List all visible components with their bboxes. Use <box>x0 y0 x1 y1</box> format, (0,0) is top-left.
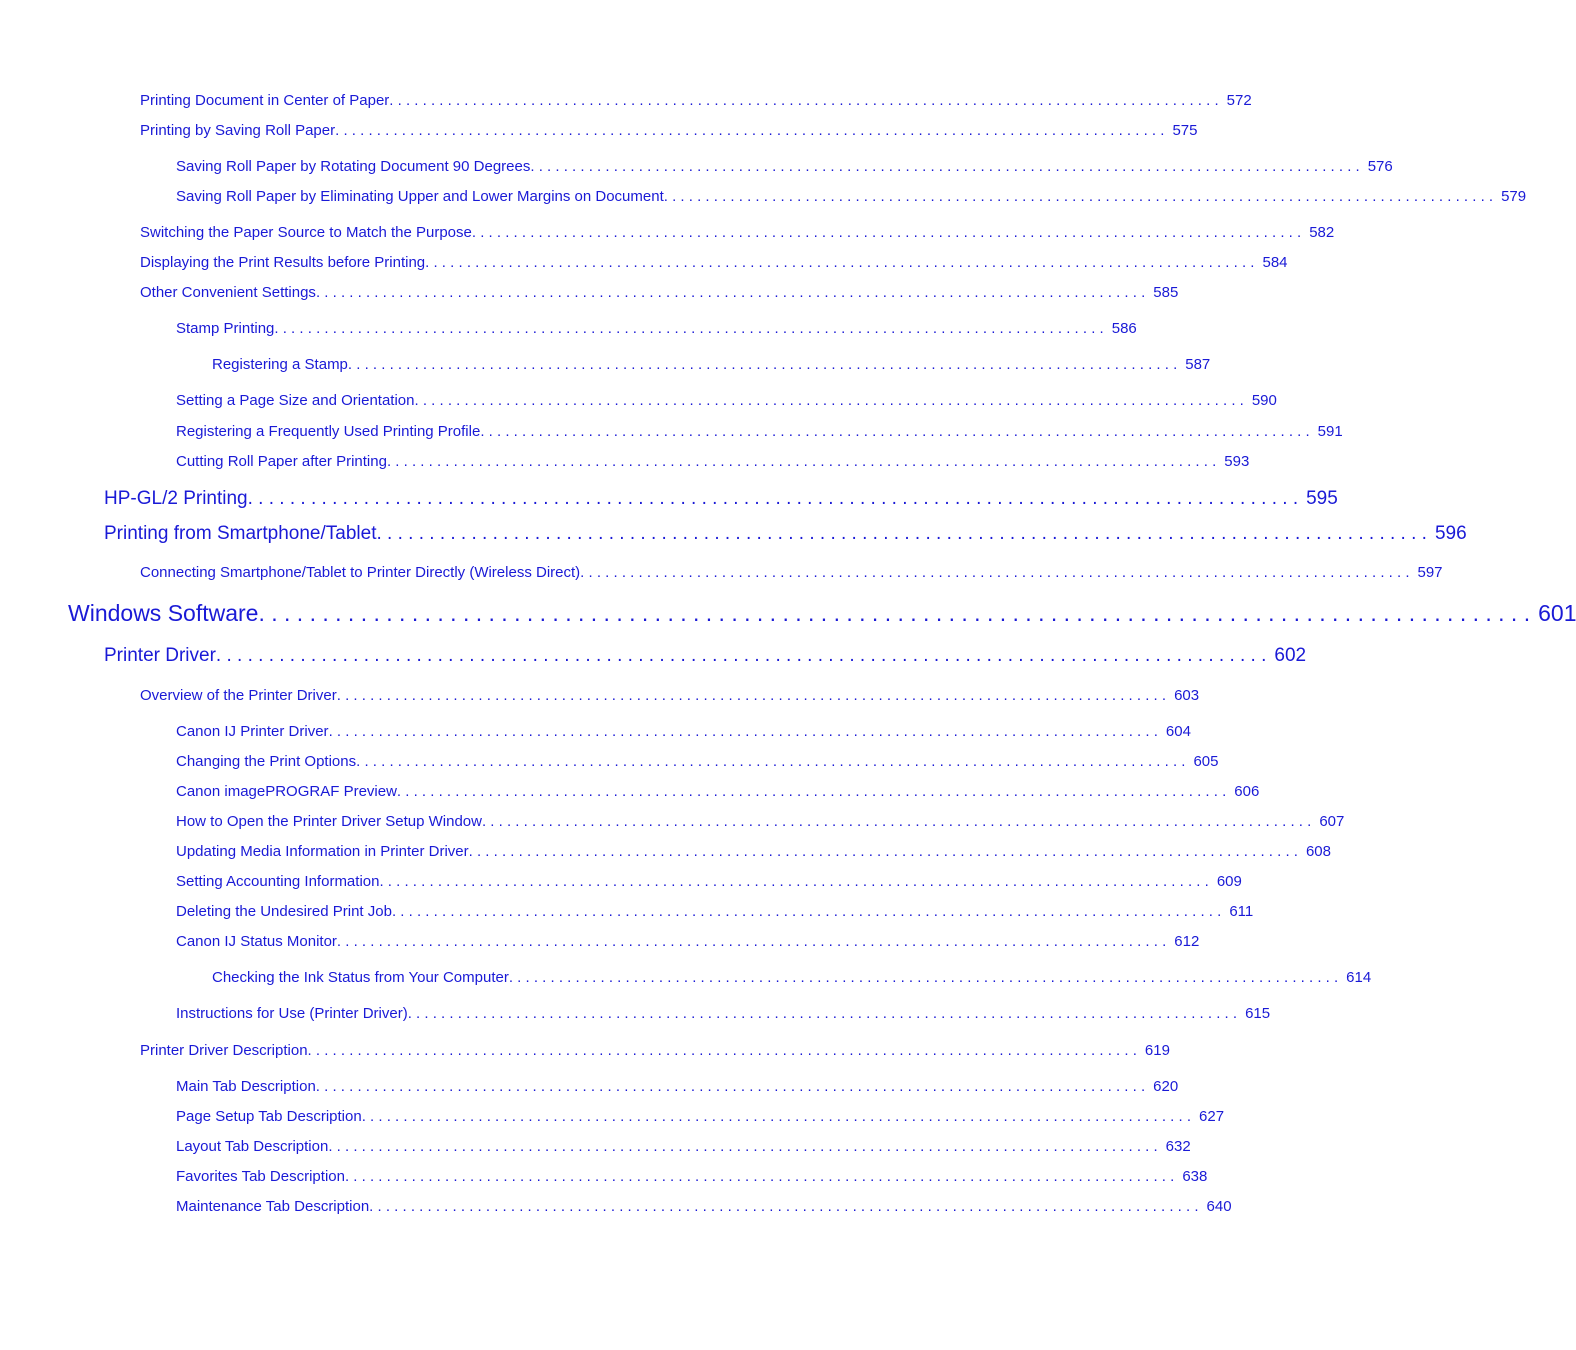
toc-entry-page: 604 <box>1165 723 1191 740</box>
dot-leader: . . . . . . . . . . . . . . . . . . . . . . . . . . . . . . . . . . . . . . . . . . . . . . . . . . . . . . . . . . . . . . . . . . . . . . . . . . . . . . . . . . . . . . . . . . . . . . . . . . . . <box>315 284 1146 301</box>
dot-leader: . . . . . . . . . . . . . . . . . . . . . . . . . . . . . . . . . . . . . . . . . . . . . . . . . . . . . . . . . . . . . . . . . . . . . . . . . . . . . . . . . . . . . . . . . . . . . . . . . . . . <box>369 1198 1199 1215</box>
dot-leader: . . . . . . . . . . . . . . . . . . . . . . . . . . . . . . . . . . . . . . . . . . . . . . . . . . . . . . . . . . . . . . . . . . . . . . . . . . . . . . . . . . . . . . . . . . . . . . . . . . . . <box>580 564 1410 581</box>
toc-entry-title: Registering a Stamp <box>212 356 348 373</box>
toc-entry-page: 601 <box>1538 600 1576 626</box>
toc-entry-page: 602 <box>1274 645 1307 666</box>
toc-entry-page: 575 <box>1172 122 1198 139</box>
toc-entry-page: 596 <box>1434 523 1467 544</box>
toc-entry-title: Setting a Page Size and Orientation <box>176 392 415 409</box>
dot-leader: . . . . . . . . . . . . . . . . . . . . . . . . . . . . . . . . . . . . . . . . . . . . . . . . . . . . . . . . . . . . . . . . . . . . . . . . . . . . . . . . . . . . . . . . . . . . . . . . . . . . <box>407 1005 1238 1022</box>
toc-entry-windows-software[interactable] <box>68 600 1576 628</box>
toc-entry-page: 614 <box>1346 969 1372 986</box>
dot-leader: . . . . . . . . . . . . . . . . . . . . . . . . . . . . . . . . . . . . . . . . . . . . . . . . . . . . . . . . . . . . . . . . . . . . . . . . . . . . . . . . . . . . . . . . . . . . . . . . . . . . <box>344 1168 1175 1185</box>
toc-entry-changing-print-options[interactable] <box>176 753 1219 773</box>
dot-leader: . . . . . . . . . . . . . . . . . . . . . . . . . . . . . . . . . . . . . . . . . . . . . . . . . . . . . . . . . . . . . . . . . . . . . . . . . . . . . . . . . . . . . . . . . . . . . . . . . . . . <box>307 1042 1137 1059</box>
toc-entry-canon-ij-printer-driver[interactable] <box>176 723 1191 743</box>
toc-entry-page: 582 <box>1309 224 1335 241</box>
toc-entry-imageprograf-preview[interactable] <box>176 783 1260 803</box>
toc-entry-page: 579 <box>1501 188 1527 205</box>
toc-entry-page: 603 <box>1174 687 1200 704</box>
toc-entry-open-setup-window[interactable] <box>176 813 1345 833</box>
toc-entry-title: Overview of the Printer Driver <box>140 687 337 704</box>
dot-leader: . . . . . . . . . . . . . . . . . . . . . . . . . . . . . . . . . . . . . . . . . . . . . . . . . . . . . . . . . . . . . . . . . . . . . . . . . . . . . . . . . . . . . . . . . . . . . . . . . . . . <box>335 122 1165 139</box>
toc-entry-title: Favorites Tab Description <box>176 1168 345 1185</box>
toc-entry-page: 576 <box>1367 158 1393 175</box>
dot-leader: . . . . . . . . . . . . . . . . . . . . . . . . . . . . . . . . . . . . . . . . . . . . . . . . . . . . . . . . . . . . . . . . . . . . . . . . . . . . . . . . . . . . . . . . . . . . . . . . . . . . <box>328 723 1158 740</box>
dot-leader: . . . . . . . . . . . . . . . . . . . . . . . . . . . . . . . . . . . . . . . . . . . . . . . . . . . . . . . . . . . . . . . . . . . . . . . . . . . . . . . . . . . . . . . . . . . . . . . . . . . . <box>480 423 1310 440</box>
toc-entry-wireless-direct[interactable] <box>140 564 1443 584</box>
toc-entry-title: Saving Roll Paper by Rotating Document 90 Degrees <box>176 158 531 175</box>
toc-entry-page: 615 <box>1245 1005 1271 1022</box>
toc-entry-layout-tab[interactable] <box>176 1138 1191 1158</box>
toc-entry-page: 605 <box>1193 753 1219 770</box>
toc-entry-registering-stamp[interactable] <box>212 356 1211 376</box>
toc-entry-title: How to Open the Printer Driver Setup Window <box>176 813 482 830</box>
dot-leader: . . . . . . . . . . . . . . . . . . . . . . . . . . . . . . . . . . . . . . . . . . . . . . . . . . . . . . . . . . . . . . . . . . . . . . . . . . . . . . . . . . . . . . . . . . . . . . . . . . . . <box>414 392 1244 409</box>
dot-leader: . . . . . . . . . . . . . . . . . . . . . . . . . . . . . . . . . . . . . . . . . . . . . . . . . . . . . . . . . . . . . . . . . . . . . . . . . . . . . . . . . . . . . . . . . . . . . . . . . . . . <box>356 753 1186 770</box>
toc-entry-page: 586 <box>1111 320 1137 337</box>
toc-entry-page: 612 <box>1174 933 1200 950</box>
dot-leader: . . . . . . . . . . . . . . . . . . . . . . . . . . . . . . . . . . . . . . . . . . . . . . . . . . . . . . . . . . . . . . . . . . . . . . . . . . . . . . . . . . . . . . . . . . . . . . . . . . . . <box>336 933 1167 950</box>
toc-entry-saving-roll-paper[interactable] <box>140 122 1198 142</box>
toc-entry-deleting-print-job[interactable] <box>176 903 1254 923</box>
toc-entry-eliminating-margins[interactable] <box>176 188 1527 208</box>
dot-leader: . . . . . . . . . . . . . . . . . . . . . . . . . . . . . . . . . . . . . . . . . . . . . . . . . . . . . . . . . . . . . . . . . . . . . . . . . . . . . . . . . . . . . . . . . . . . . . . . . . . . <box>481 813 1312 830</box>
toc-entry-favorites-tab[interactable] <box>176 1168 1208 1188</box>
toc-entry-page: 609 <box>1216 873 1242 890</box>
toc-entry-maintenance-tab[interactable] <box>176 1198 1232 1218</box>
dot-leader: . . . . . . . . . . . . . . . . . . . . . . . . . . . . . . . . . . . . . . . . . . . . . . . . . . . . . . . . . . . . . . . . . . . . . . . . . . . . . . . . . . . . . . . . . . . . . . . . . . . . <box>347 356 1178 373</box>
toc-entry-title: Setting Accounting Information <box>176 873 380 890</box>
toc-entry-page: 640 <box>1206 1198 1232 1215</box>
dot-leader: . . . . . . . . . . . . . . . . . . . . . . . . . . . . . . . . . . . . . . . . . . . . . . . . . . . . . . . . . . . . . . . . . . . . . . . . . . . . . . . . . . . . . . . . . . . . . . . . . . . . <box>315 1078 1146 1095</box>
dot-leader: . . . . . . . . . . . . . . . . . . . . . . . . . . . . . . . . . . . . . . . . . . . . . . . . . . . . . . . . . . . . . . . . . . . . . . . . . . . . . . . . . . . . . . . . . . . . . . . . . . . . <box>471 224 1302 241</box>
toc-entry-cutting-roll-paper[interactable] <box>176 453 1250 473</box>
toc-entry-printer-driver[interactable] <box>104 645 1307 669</box>
toc-entry-page: 585 <box>1153 284 1179 301</box>
toc-entry-printing-from-smartphone[interactable] <box>104 523 1467 547</box>
toc-entry-page: 627 <box>1199 1108 1225 1125</box>
toc-entry-page: 608 <box>1305 843 1331 860</box>
toc-entry-printing-document-center[interactable] <box>140 92 1252 112</box>
toc-entry-page-setup-tab[interactable] <box>176 1108 1225 1128</box>
toc-entry-title: Printing by Saving Roll Paper <box>140 122 336 139</box>
toc-entry-title: Canon IJ Printer Driver <box>176 723 329 740</box>
toc-entry-page: 638 <box>1182 1168 1208 1185</box>
toc-entry-page: 595 <box>1306 488 1338 509</box>
dot-leader: . . . . . . . . . . . . . . . . . . . . . . . . . . . . . . . . . . . . . . . . . . . . . . . . . . . . . . . . . . . . . . . . . . . . . . . . . . . . . . . . . . . . . . . . . . . . . . . . . . . . <box>530 158 1360 175</box>
toc-entry-page: 591 <box>1317 423 1343 440</box>
toc-entry-page: 587 <box>1185 356 1211 373</box>
toc-entry-page: 620 <box>1153 1078 1179 1095</box>
toc-entry-title: HP-GL/2 Printing <box>104 488 248 509</box>
toc-entry-title: Saving Roll Paper by Eliminating Upper and Lower Margins on Document <box>176 188 664 205</box>
toc-entry-main-tab[interactable] <box>176 1078 1179 1098</box>
toc-entry-title: Canon IJ Status Monitor <box>176 933 337 950</box>
dot-leader: . . . . . . . . . . . . . . . . . . . . . . . . . . . . . . . . . . . . . . . . . . . . . . . . . . . . . . . . . . . . . . . . . . . . . . . . . . . . . . . . . . . . . . . . . . . . . . . . . . . . <box>274 320 1104 337</box>
toc-entry-title: Instructions for Use (Printer Driver) <box>176 1005 408 1022</box>
toc-entry-title: Updating Media Information in Printer Driver <box>176 843 469 860</box>
toc-entry-title: Other Convenient Settings <box>140 284 316 301</box>
toc-entry-title: Layout Tab Description <box>176 1138 329 1155</box>
dot-leader: . . . . . . . . . . . . . . . . . . . . . . . . . . . . . . . . . . . . . . . . . . . . . . . . . . . . . . . . . . . . . . . . . . . . . . . . . . . . . . . . . . . . . . . . . . . . . . . . . . . . <box>389 92 1219 109</box>
dot-leader: . . . . . . . . . . . . . . . . . . . . . . . . . . . . . . . . . . . . . . . . . . . . . . . . . . . . . . . . . . . . . . . . . . . . . . . . . . . . . . . . . . . . . . . . . . . . . . . . . . . . <box>215 645 1267 666</box>
dot-leader: . . . . . . . . . . . . . . . . . . . . . . . . . . . . . . . . . . . . . . . . . . . . . . . . . . . . . . . . . . . . . . . . . . . . . . . . . . . . . . . . . . . . . . . . . . . . . . . . . . . . <box>258 600 1531 626</box>
toc-entry-title: Connecting Smartphone/Tablet to Printer Directly (Wireless Direct) <box>140 564 581 581</box>
toc-entry-page: 584 <box>1262 254 1288 271</box>
toc-entry-switching-paper-source[interactable] <box>140 224 1335 244</box>
dot-leader: . . . . . . . . . . . . . . . . . . . . . . . . . . . . . . . . . . . . . . . . . . . . . . . . . . . . . . . . . . . . . . . . . . . . . . . . . . . . . . . . . . . . . . . . . . . . . . . . . . . . <box>376 523 1427 544</box>
toc-entry-hpgl2-printing[interactable] <box>104 488 1338 512</box>
dot-leader: . . . . . . . . . . . . . . . . . . . . . . . . . . . . . . . . . . . . . . . . . . . . . . . . . . . . . . . . . . . . . . . . . . . . . . . . . . . . . . . . . . . . . . . . . . . . . . . . . . . . <box>396 783 1227 800</box>
toc-entry-displaying-print-results[interactable] <box>140 254 1288 274</box>
toc-entry-page: 590 <box>1251 392 1277 409</box>
toc-entry-accounting-information[interactable] <box>176 873 1242 893</box>
dot-leader: . . . . . . . . . . . . . . . . . . . . . . . . . . . . . . . . . . . . . . . . . . . . . . . . . . . . . . . . . . . . . . . . . . . . . . . . . . . . . . . . . . . . . . . . . . . . . . . . . . . . <box>425 254 1255 271</box>
toc-entry-overview-printer-driver[interactable] <box>140 687 1200 707</box>
toc-entry-updating-media-information[interactable] <box>176 843 1331 863</box>
toc-entry-title: Maintenance Tab Description <box>176 1198 370 1215</box>
toc-entry-title: Checking the Ink Status from Your Computer <box>212 969 509 986</box>
toc-entry-rotating-document[interactable] <box>176 158 1393 178</box>
toc-entry-page: 619 <box>1144 1042 1170 1059</box>
toc-entry-page-size-orientation[interactable] <box>176 392 1277 412</box>
toc-entry-title: Registering a Frequently Used Printing Profile <box>176 423 481 440</box>
toc-entry-title: Printer Driver <box>104 645 216 666</box>
toc-entry-printing-profile[interactable] <box>176 423 1343 443</box>
toc-entry-page: 607 <box>1319 813 1345 830</box>
dot-leader: . . . . . . . . . . . . . . . . . . . . . . . . . . . . . . . . . . . . . . . . . . . . . . . . . . . . . . . . . . . . . . . . . . . . . . . . . . . . . . . . . . . . . . . . . . . . . . . . . . . . <box>247 488 1299 509</box>
toc-entry-stamp-printing[interactable] <box>176 320 1137 340</box>
dot-leader: . . . . . . . . . . . . . . . . . . . . . . . . . . . . . . . . . . . . . . . . . . . . . . . . . . . . . . . . . . . . . . . . . . . . . . . . . . . . . . . . . . . . . . . . . . . . . . . . . . . . <box>336 687 1167 704</box>
dot-leader: . . . . . . . . . . . . . . . . . . . . . . . . . . . . . . . . . . . . . . . . . . . . . . . . . . . . . . . . . . . . . . . . . . . . . . . . . . . . . . . . . . . . . . . . . . . . . . . . . . . . <box>386 453 1217 470</box>
toc-entry-printer-driver-description[interactable] <box>140 1042 1170 1062</box>
dot-leader: . . . . . . . . . . . . . . . . . . . . . . . . . . . . . . . . . . . . . . . . . . . . . . . . . . . . . . . . . . . . . . . . . . . . . . . . . . . . . . . . . . . . . . . . . . . . . . . . . . . . <box>468 843 1298 860</box>
toc-entry-title: Printing from Smartphone/Tablet <box>104 523 377 544</box>
toc-entry-title: Main Tab Description <box>176 1078 316 1095</box>
toc-entry-title: Cutting Roll Paper after Printing <box>176 453 387 470</box>
dot-leader: . . . . . . . . . . . . . . . . . . . . . . . . . . . . . . . . . . . . . . . . . . . . . . . . . . . . . . . . . . . . . . . . . . . . . . . . . . . . . . . . . . . . . . . . . . . . . . . . . . . . <box>361 1108 1192 1125</box>
toc-entry-title: Switching the Paper Source to Match the Purpose <box>140 224 472 241</box>
toc-entry-title: Deleting the Undesired Print Job <box>176 903 392 920</box>
toc-entry-title: Printing Document in Center of Paper <box>140 92 390 109</box>
toc-entry-title: Printer Driver Description <box>140 1042 308 1059</box>
dot-leader: . . . . . . . . . . . . . . . . . . . . . . . . . . . . . . . . . . . . . . . . . . . . . . . . . . . . . . . . . . . . . . . . . . . . . . . . . . . . . . . . . . . . . . . . . . . . . . . . . . . . <box>379 873 1209 890</box>
toc-entry-title: Page Setup Tab Description <box>176 1108 362 1125</box>
toc-entry-title: Canon imagePROGRAF Preview <box>176 783 397 800</box>
toc-entry-title: Changing the Print Options <box>176 753 357 770</box>
dot-leader: . . . . . . . . . . . . . . . . . . . . . . . . . . . . . . . . . . . . . . . . . . . . . . . . . . . . . . . . . . . . . . . . . . . . . . . . . . . . . . . . . . . . . . . . . . . . . . . . . . . . <box>391 903 1222 920</box>
toc-entry-page: 632 <box>1165 1138 1191 1155</box>
toc-entry-other-convenient-settings[interactable] <box>140 284 1179 304</box>
dot-leader: . . . . . . . . . . . . . . . . . . . . . . . . . . . . . . . . . . . . . . . . . . . . . . . . . . . . . . . . . . . . . . . . . . . . . . . . . . . . . . . . . . . . . . . . . . . . . . . . . . . . <box>663 188 1494 205</box>
toc-entry-page: 572 <box>1226 92 1252 109</box>
dot-leader: . . . . . . . . . . . . . . . . . . . . . . . . . . . . . . . . . . . . . . . . . . . . . . . . . . . . . . . . . . . . . . . . . . . . . . . . . . . . . . . . . . . . . . . . . . . . . . . . . . . . <box>328 1138 1158 1155</box>
dot-leader: . . . . . . . . . . . . . . . . . . . . . . . . . . . . . . . . . . . . . . . . . . . . . . . . . . . . . . . . . . . . . . . . . . . . . . . . . . . . . . . . . . . . . . . . . . . . . . . . . . . . <box>508 969 1339 986</box>
toc-entry-title: Displaying the Print Results before Printing <box>140 254 426 271</box>
toc-entry-title: Windows Software <box>68 600 259 626</box>
toc-entry-page: 597 <box>1417 564 1443 581</box>
toc-entry-status-monitor[interactable] <box>176 933 1200 953</box>
toc-entry-page: 606 <box>1234 783 1260 800</box>
toc-entry-page: 611 <box>1229 903 1254 920</box>
toc-entry-ink-status[interactable] <box>212 969 1372 989</box>
toc-entry-instructions-for-use[interactable] <box>176 1005 1271 1025</box>
toc-entry-page: 593 <box>1224 453 1250 470</box>
toc-entry-title: Stamp Printing <box>176 320 275 337</box>
